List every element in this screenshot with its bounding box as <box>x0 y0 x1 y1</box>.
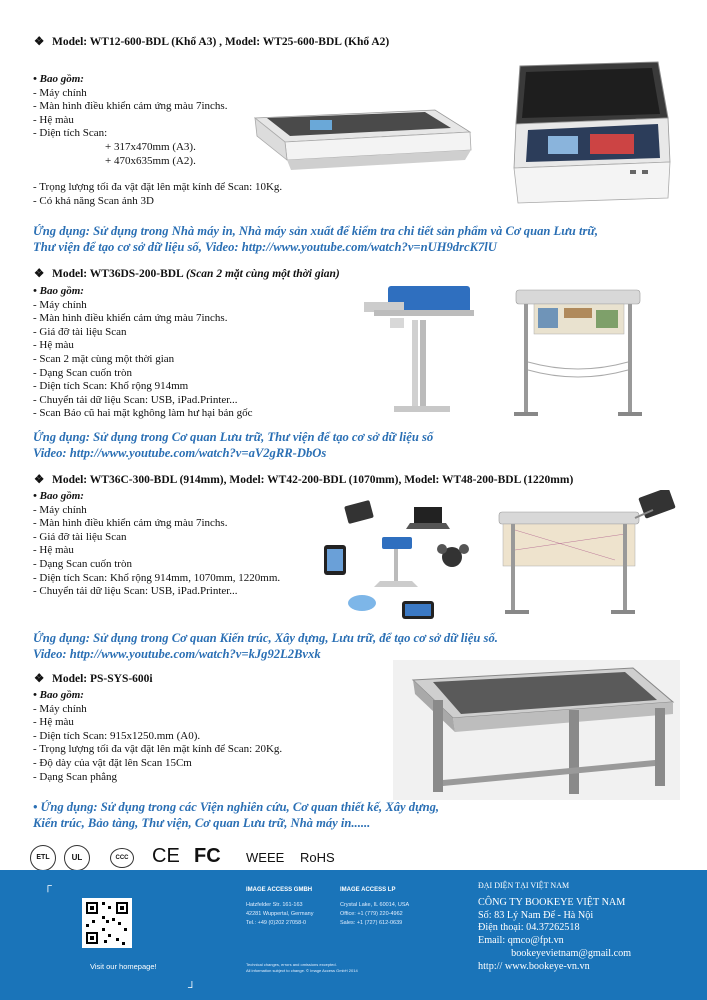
section3-application: Ứng dụng: Sử dụng trong Cơ quan Kiến trúc, Xây dựng, Lưu trữ, để tạo cơ sở dữ liệu số. Video: http://www.youtube.com/watch?v=kJg92L2Bvxk <box>33 631 498 661</box>
connectivity-devices-image <box>320 497 492 622</box>
list-item: - Hệ màu <box>33 339 74 352</box>
wt48-wide-scanner-image <box>495 490 680 620</box>
diamond-bullet-icon: ❖ <box>34 36 45 48</box>
section1-title: ❖ Model: WT12-600-BDL (Khổ A3) , Model: WT25-600-BDL (Khổ A2) <box>34 36 390 48</box>
rohs-label: RoHS <box>300 850 335 865</box>
list-item: - Máy chính <box>33 503 87 516</box>
diamond-bullet-icon: ❖ <box>34 268 45 280</box>
list-header: • Bao gồm: <box>33 490 84 502</box>
list-item: - Máy chính <box>33 86 87 99</box>
section2-list <box>33 285 253 421</box>
homepage-link[interactable]: Visit our homepage! <box>90 962 157 971</box>
wt36ds-paper-scanner-image <box>510 284 645 426</box>
weee-label: WEEE <box>246 850 285 865</box>
list-item: - Giá đỡ tài liệu Scan <box>33 530 127 543</box>
list-item: - Hệ màu <box>33 113 74 126</box>
list-item: - Dạng Scan phẳng <box>33 770 118 783</box>
email-link[interactable]: bookeyevietnam@gmail.com <box>478 947 632 959</box>
section1-application: Ứng dụng: Sử dụng trong Nhà máy in, Nhà máy sản xuất để kiểm tra chi tiết sản phẩm và Cơ quan Lưu trữ, Thư viện để tạo cơ sở dữ liệu số, Video: http://www.youtube.com/watch?v=nUH9drcK7lU <box>33 224 599 254</box>
list-header: • Bao gồm: <box>33 689 84 701</box>
list-header: • Bao gồm: <box>33 285 84 297</box>
list-item: - Máy chính <box>33 298 87 311</box>
corner-mark-icon: ┌ <box>44 880 52 892</box>
list-item: - Scan Báo cũ hai mặt kghông làm hư hại bản gốc <box>33 407 253 420</box>
disclaimer: Technical changes, errors and omissions excepted. All information subject to change. © Image Access GmbH 2014 <box>246 962 358 973</box>
lp-address: IMAGE ACCESS LP Crystal Lake, IL 60014, USA Office: +1 (779) 220-4962 Sales: +1 (727) 612-0639 <box>340 887 410 926</box>
section4-title: ❖ Model: PS-SYS-600i <box>34 673 153 685</box>
corner-mark-icon: ┘ <box>188 982 196 994</box>
etl-logo-icon: ETL <box>30 845 56 871</box>
list-item: - Giá đỡ tài liệu Scan <box>33 325 127 338</box>
email-link[interactable]: Email: qmco@fpt.vn <box>478 935 564 947</box>
list-item: - Chuyển tải dữ liệu Scan: USB, iPad.Printer... <box>33 585 238 598</box>
diamond-bullet-icon: ❖ <box>34 474 45 486</box>
list-item: - Diện tích Scan: 915x1250.mm (A0). <box>33 729 201 742</box>
list-item: - Màn hình điều khiển cảm ứng màu 7inchs. <box>33 312 228 325</box>
list-item: - Hệ màu <box>33 544 74 557</box>
list-item: - Diện tích Scan: <box>33 127 108 140</box>
list-item: - Màn hình điều khiển cảm ứng màu 7inchs. <box>33 100 228 113</box>
section2-title: ❖ Model: WT36DS-200-BDL (Scan 2 mặt cùng một thời gian) <box>34 268 340 280</box>
vietnam-representative: ĐẠI DIỆN TẠI VIỆT NAM CÔNG TY BOOKEYE VIỆT NAM Số: 83 Lý Nam Đế - Hà Nội Điện thoại: 04.37262518 Email: qmco@fpt.vn bookeyevietnam@gmail.com http:// www.bookeye-vn.vn <box>478 881 632 972</box>
website-link[interactable]: http:// www.bookeye-vn.vn <box>478 960 590 972</box>
list-subitem: + 470x635mm (A2). <box>105 154 196 167</box>
list-item: - Trọng lượng tối đa vật đặt lên mặt kính để Scan: 20Kg. <box>33 743 283 756</box>
ul-logo-icon: UL <box>64 845 90 871</box>
list-item: - Dạng Scan cuốn tròn <box>33 557 132 570</box>
section4-application: • Ứng dụng: Sử dụng trong các Viện nghiên cứu, Cơ quan thiết kế, Xây dựng, Kiến trúc, Bảo tàng, Thư viện, Cơ quan Lưu trữ, Nhà máy in...... <box>33 800 440 830</box>
list-item: - Chuyển tải dữ liệu Scan: USB, iPad.Printer... <box>33 393 238 406</box>
list-item: - Dạng Scan cuốn tròn <box>33 366 132 379</box>
wt12-scanner-image <box>245 80 477 175</box>
section4-list <box>33 689 282 784</box>
qr-code-icon <box>82 898 132 948</box>
section3-list <box>33 490 280 599</box>
list-header: • Bao gồm: <box>33 73 84 85</box>
list-item: - Trọng lượng tối đa vật đặt lên mặt kính để Scan: 10Kg. <box>33 181 283 194</box>
gmbh-address: IMAGE ACCESS GMBH Hatzfelder Str. 161-163 42281 Wuppertal, Germany Tel.: +49 (0)202 27058-0 <box>246 887 314 926</box>
wt25-scanner-image <box>508 58 678 208</box>
wt36ds-scanner-image <box>360 280 485 420</box>
fc-logo-icon: FC <box>194 845 221 867</box>
ccc-logo-icon: CCC <box>110 848 134 868</box>
diamond-bullet-icon: ❖ <box>34 673 45 685</box>
list-item: - Độ dày của vật đặt lên Scan 15Cm <box>33 756 192 769</box>
list-item: - Scan 2 mặt cùng một thời gian <box>33 352 175 365</box>
ce-logo-icon: CE <box>152 845 180 867</box>
list-item: - Màn hình điều khiển cảm ứng màu 7inchs. <box>33 517 228 530</box>
section3-title: ❖ Model: WT36C-300-BDL (914mm), Model: WT42-200-BDL (1070mm), Model: WT48-200-BDL (1220mm) <box>34 474 574 486</box>
list-subitem: + 317x470mm (A3). <box>105 140 196 153</box>
list-item: - Diện tích Scan: Khổ rộng 914mm, 1070mm, 1220mm. <box>33 571 281 584</box>
list-item: - Hệ màu <box>33 716 74 729</box>
list-item: - Có khả năng Scan ảnh 3D <box>33 194 154 207</box>
list-item: - Máy chính <box>33 702 87 715</box>
ps-sys-600i-image <box>393 660 680 800</box>
footer <box>0 870 707 1000</box>
list-item: - Diện tích Scan: Khổ rộng 914mm <box>33 380 189 393</box>
section2-application: Ứng dụng: Sử dụng trong Cơ quan Lưu trữ, Thư viện để tạo cơ sở dữ liệu số Video: http://www.youtube.com/watch?v=aV2gRR-DbOs <box>33 430 434 460</box>
